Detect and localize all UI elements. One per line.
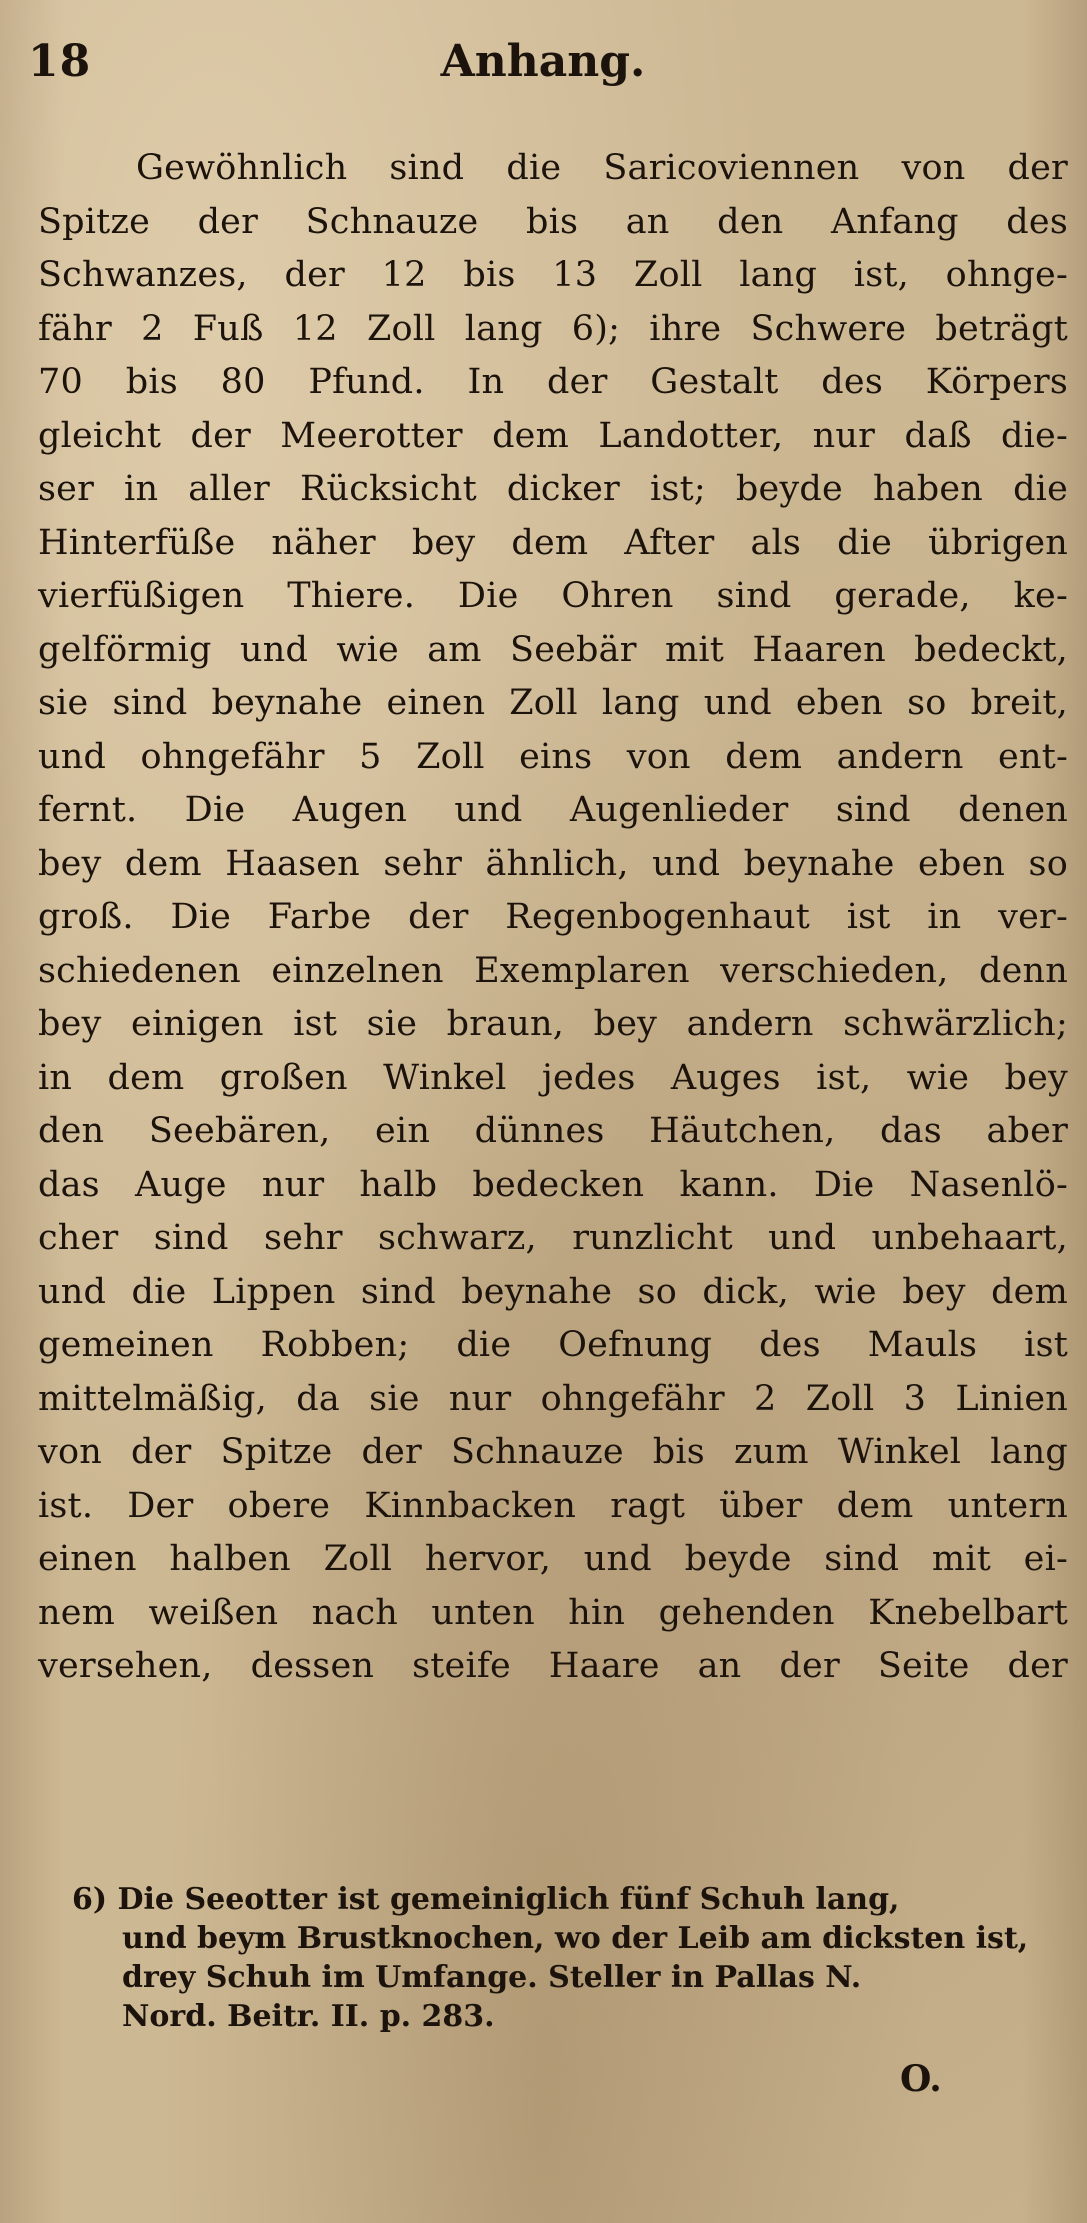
text-line: nem weißen nach unten hin gehenden Knebelbart <box>38 1592 1068 1633</box>
body-text <box>38 142 1068 1694</box>
text-line: groß. Die Farbe der Regenbogenhaut ist in ver- <box>38 897 1068 937</box>
text-line: bey dem Haasen sehr ähnlich, und beynahe eben so <box>38 843 1068 884</box>
text-line: ist. Der obere Kinnbacken ragt über dem untern <box>38 1485 1068 1526</box>
text-line: schiedenen einzelnen Exemplaren verschieden, denn <box>38 950 1068 991</box>
text-line: fähr 2 Fuß 12 Zoll lang 6); ihre Schwere beträgt <box>38 308 1068 349</box>
text-line: gelförmig und wie am Seebär mit Haaren bedeckt, <box>38 629 1068 670</box>
footnote <box>72 1880 1068 2036</box>
text-line: versehen, dessen steife Haare an der Seite der <box>38 1646 1068 1686</box>
footnote-line: Nord. Beitr. II. p. 283. <box>122 1999 495 2034</box>
text-line: mittelmäßig, da sie nur ohngefähr 2 Zoll 3 Linien <box>38 1378 1068 1419</box>
text-line: das Auge nur halb bedecken kann. Die Nasenlö- <box>38 1164 1068 1205</box>
text-line: gleicht der Meerotter dem Landotter, nur daß die- <box>38 415 1068 456</box>
text-line: in dem großen Winkel jedes Auges ist, wie bey <box>38 1057 1068 1098</box>
footnote-line: und beym Brustknochen, wo der Leib am dicksten ist, <box>122 1921 1029 1956</box>
text-line: den Seebären, ein dünnes Häutchen, das aber <box>38 1111 1068 1151</box>
text-line: und die Lippen sind beynahe so dick, wie bey dem <box>38 1271 1068 1312</box>
text-line: und ohngefähr 5 Zoll eins von dem andern ent- <box>38 736 1068 777</box>
text-line: Schwanzes, der 12 bis 13 Zoll lang ist, ohnge- <box>38 255 1068 295</box>
running-head: Anhang. <box>440 36 646 87</box>
text-line: Spitze der Schnauze bis an den Anfang des <box>38 201 1068 242</box>
footnote-line: 6) Die Seeotter ist gemeiniglich fünf Schuh lang, <box>72 1882 900 1917</box>
text-line: ser in aller Rücksicht dicker ist; beyde haben die <box>38 469 1068 509</box>
page-number: 18 <box>28 36 92 87</box>
text-line: fernt. Die Augen und Augenlieder sind denen <box>38 790 1068 830</box>
text-line: Gewöhnlich sind die Saricoviennen von der <box>136 148 1068 188</box>
text-line: cher sind sehr schwarz, runzlicht und unbehaart, <box>38 1218 1068 1258</box>
text-line: sie sind beynahe einen Zoll lang und eben so breit, <box>38 683 1068 723</box>
text-line: von der Spitze der Schnauze bis zum Winkel lang <box>38 1432 1068 1472</box>
text-line: vierfüßigen Thiere. Die Ohren sind gerade, ke- <box>38 576 1068 616</box>
text-line: Hinterfüße näher bey dem After als die übrigen <box>38 522 1068 563</box>
footnote-line: drey Schuh im Umfange. Steller in Pallas N. <box>122 1960 862 1995</box>
text-line: einen halben Zoll hervor, und beyde sind mit ei- <box>38 1539 1068 1579</box>
text-line: gemeinen Robben; die Oefnung des Mauls ist <box>38 1325 1068 1365</box>
text-line: bey einigen ist sie braun, bey andern schwärzlich; <box>38 1004 1068 1044</box>
catchword: O. <box>900 2058 942 2100</box>
page-header <box>28 28 1058 98</box>
text-line: 70 bis 80 Pfund. In der Gestalt des Körpers <box>38 362 1068 402</box>
